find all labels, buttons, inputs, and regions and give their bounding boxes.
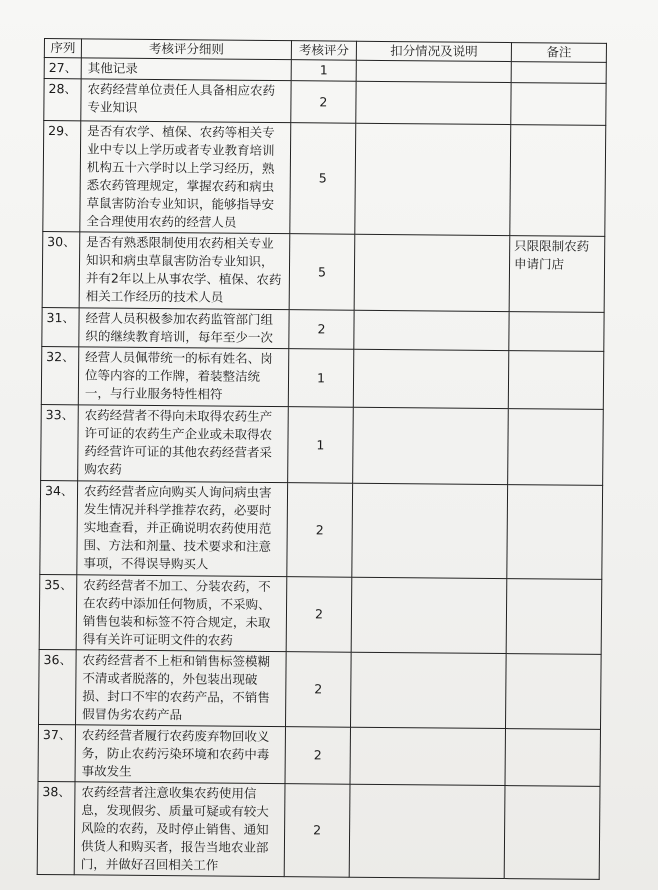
header-score: 考核评分: [291, 41, 356, 61]
row-detail: 是否有农学、植保、农药等相关专业中专以上学历或者专业教育培训机构五十六学时以上学习经历，熟悉农药管理规定，掌握农药和病虫草鼠害防治专业知识，能够指导安全合理使用农药的经营人员: [80, 121, 291, 234]
row-score: 2: [286, 577, 352, 653]
row-deduction: [353, 407, 509, 484]
row-seq: 37、: [38, 724, 75, 781]
row-detail: 农药经营者履行农药废弃物回收义务，防止农药污染环境和农药中毒事故发生: [75, 725, 285, 784]
table-row: [42, 307, 604, 351]
table-row: [37, 781, 600, 879]
row-deduction: [353, 349, 509, 408]
header-seq: 序列: [44, 39, 81, 58]
header-deduction: 扣分情况及说明: [356, 41, 511, 61]
row-seq: 30、: [42, 231, 80, 307]
row-seq: 31、: [42, 307, 79, 346]
row-deduction: [350, 727, 505, 785]
row-seq: 36、: [39, 649, 77, 724]
row-detail: 是否有熟悉限制使用农药相关专业知识和病虫草鼠害防治专业知识，并有2年以上从事农学、植保、农药相关工作经历的技术人员: [79, 232, 290, 310]
row-score: 2: [291, 81, 356, 124]
row-note: [510, 125, 606, 237]
row-deduction: [354, 310, 509, 350]
row-deduction: [351, 577, 507, 653]
row-score: 1: [288, 407, 354, 484]
row-score: 2: [289, 310, 354, 350]
row-note: [504, 786, 600, 880]
row-seq: 35、: [39, 574, 77, 649]
row-score: 1: [288, 349, 354, 408]
row-deduction: [352, 483, 508, 578]
row-note: [511, 83, 606, 126]
row-score: 1: [291, 60, 356, 82]
table-row: [39, 574, 602, 654]
assessment-score-table: [37, 38, 607, 880]
row-detail: 经营人员积极参加农药监管部门组织的继续教育培训，每年至少一次: [79, 308, 289, 349]
row-seq: 27、: [44, 58, 81, 79]
row-detail: 农药经营单位责任人具备相应农药专业知识: [81, 79, 291, 123]
row-deduction: [350, 652, 506, 728]
table-row: [41, 346, 603, 409]
row-note: 只限限制农药申请门店: [509, 236, 605, 313]
table-row: [41, 404, 604, 485]
row-deduction: [356, 81, 511, 124]
table-row: [44, 79, 606, 126]
row-detail: 其他记录: [81, 58, 291, 81]
row-score: 5: [290, 123, 356, 235]
row-detail: 农药经营者不加工、分装农药，不在农药中添加任何物质，不采购、销售包装和标签不符合规定，未取得有关许可证明文件的农药: [76, 575, 287, 652]
row-deduction: [354, 234, 510, 311]
row-seq: 28、: [44, 79, 81, 121]
table-row: [43, 121, 606, 237]
row-score: 5: [289, 234, 355, 311]
row-seq: 33、: [41, 404, 79, 480]
row-deduction: [356, 60, 511, 82]
table-row: [42, 231, 605, 312]
row-seq: 34、: [40, 480, 78, 574]
row-note: [508, 409, 604, 486]
row-note: [509, 312, 604, 352]
row-deduction: [355, 123, 511, 235]
row-seq: 29、: [43, 121, 81, 232]
header-detail: 考核评分细则: [81, 39, 291, 60]
row-note: [511, 62, 606, 84]
row-detail: 农药经营者注意收集农药使用信息，发现假劣、质量可疑或有较大风险的农药，及时停止销售、通知供货人和购买者，报告当地农业部门，并做好召回相关工作: [74, 782, 285, 877]
row-note: [507, 485, 603, 580]
table-row: [39, 649, 602, 729]
row-detail: 经营人员佩带统一的标有姓名、岗位等内容的工作牌，着装整洁统一，与行业服务特性相符: [78, 347, 288, 407]
row-detail: 农药经营者不上柜和销售标签模糊不清或者脱落的，外包装出现破损、封口不牢的农药产品，不销售假冒伪劣农药产品: [76, 650, 287, 727]
row-seq: 38、: [37, 781, 75, 874]
row-detail: 农药经营者应向购买人询问病虫害发生情况并科学推荐农药，必要时实地查看，并正确说明农药使用范围、方法和剂量、技术要求和注意事项，不得误导购买人: [77, 481, 288, 577]
header-note: 备注: [511, 43, 606, 63]
row-seq: 32、: [41, 346, 79, 404]
row-score: 2: [285, 727, 350, 785]
row-detail: 农药经营者不得向未取得农药生产许可证的农药生产企业或未取得农药经营许可证的其他农药经营者采购农药: [78, 405, 289, 483]
row-score: 2: [287, 483, 353, 578]
row-score: 2: [285, 652, 351, 728]
row-note: [505, 729, 600, 787]
table-row: [40, 480, 603, 579]
row-deduction: [349, 784, 505, 878]
row-note: [506, 579, 602, 655]
row-note: [505, 654, 601, 730]
table-row: [38, 724, 600, 786]
row-score: 2: [284, 784, 350, 878]
row-note: [508, 351, 604, 410]
